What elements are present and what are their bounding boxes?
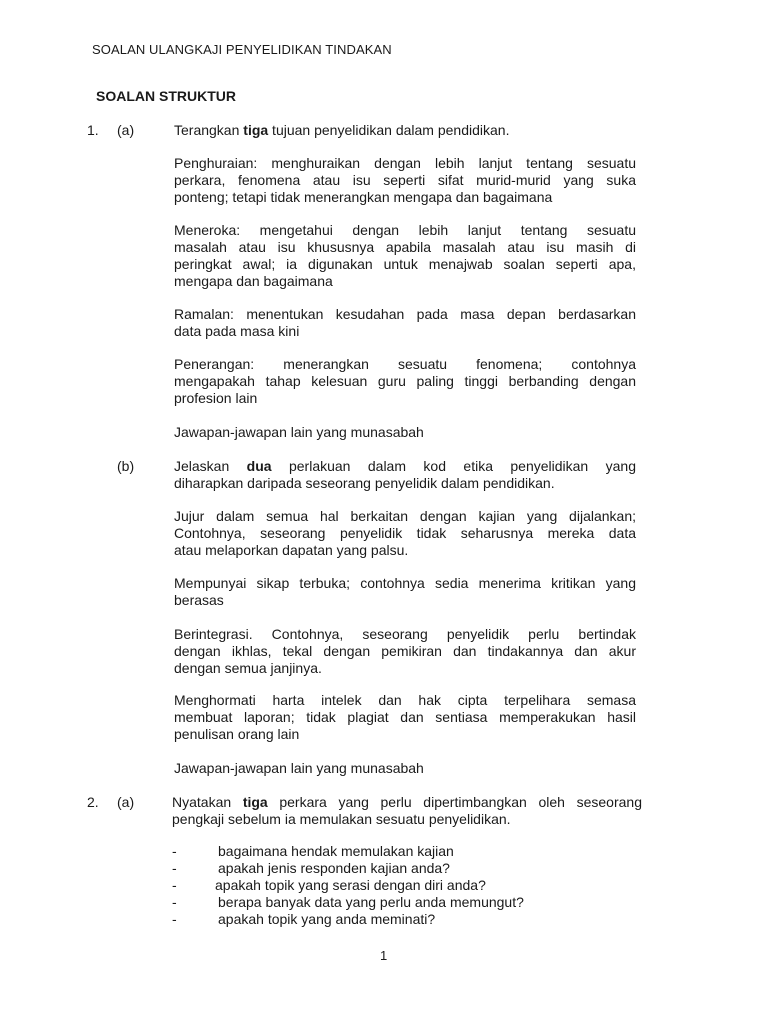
answer-line: Menghormati harta intelek dan hak cipta terpelihara semasa bbox=[174, 692, 636, 708]
answer-line: atau melaporkan dapatan yang palsu. bbox=[174, 542, 409, 558]
answer-line: dengan ikhlas, tekal dengan pemikiran dan tindakannya dan akur bbox=[174, 643, 636, 659]
answer-line: profesion lain bbox=[174, 390, 258, 406]
answer-paragraph bbox=[174, 760, 636, 777]
prompt-line bbox=[174, 458, 636, 475]
document-header: SOALAN ULANGKAJI PENYELIDIKAN TINDAKAN bbox=[92, 42, 392, 57]
prompt-text: perkara yang perlu dipertimbangkan oleh seseorang bbox=[267, 794, 642, 810]
answer-paragraph bbox=[174, 626, 636, 677]
answer-line: dengan semua janjinya. bbox=[174, 660, 322, 676]
answer-line: Jawapan-jawapan lain yang munasabah bbox=[174, 760, 424, 776]
answer-line: Contohnya, seseorang penyelidik tidak seharusnya mereka data bbox=[174, 525, 636, 541]
answer-line: Penerangan: menerangkan sesuatu fenomena; contohnya bbox=[174, 356, 636, 372]
answer-line: Berintegrasi. Contohnya, seseorang penyelidik perlu bertindak bbox=[174, 626, 636, 642]
question-2a-label: (a) bbox=[117, 794, 135, 810]
prompt-bold-word: dua bbox=[246, 458, 272, 474]
prompt-text: perlakuan dalam kod etika penyelidikan yang bbox=[271, 458, 636, 474]
answer-paragraph bbox=[174, 356, 636, 407]
question-1a-prompt bbox=[174, 122, 636, 139]
list-item-text: bagaimana hendak memulakan kajian bbox=[218, 843, 454, 859]
list-item-text: apakah jenis responden kajian anda? bbox=[218, 860, 450, 876]
answer-line: Meneroka: mengetahui dengan lebih lanjut tentang sesuatu bbox=[174, 222, 636, 238]
prompt-line bbox=[172, 794, 642, 811]
list-item-text: berapa banyak data yang perlu anda memungut? bbox=[218, 894, 524, 910]
answer-line: perkara, fenomena atau isu seperti sifat murid-murid yang suka bbox=[174, 172, 636, 188]
list-item-text: apakah topik yang anda meminati? bbox=[218, 911, 436, 927]
answer-line: penulisan orang lain bbox=[174, 726, 300, 742]
bullet-dash: - bbox=[172, 894, 177, 910]
answer-line: peringkat awal; ia digunakan untuk menajwab soalan seperti apa, bbox=[174, 256, 636, 272]
answer-line: ponteng; tetapi tidak menerangkan mengapa dan bagaimana bbox=[174, 189, 553, 205]
answer-paragraph bbox=[174, 508, 636, 559]
answer-line: berasas bbox=[174, 592, 224, 608]
bullet-dash: - bbox=[172, 877, 177, 893]
question-1b-prompt bbox=[174, 458, 636, 492]
list-item-text: apakah topik yang serasi dengan diri anda? bbox=[215, 877, 486, 893]
prompt-bold-word: tiga bbox=[243, 122, 269, 138]
question-1b-label: (b) bbox=[117, 458, 135, 474]
answer-paragraph bbox=[174, 692, 636, 743]
bullet-dash: - bbox=[172, 843, 177, 859]
answer-paragraph bbox=[174, 222, 636, 290]
question-1-number: 1. bbox=[87, 122, 99, 138]
question-2a-prompt bbox=[172, 794, 642, 828]
bullet-dash: - bbox=[172, 860, 177, 876]
answer-paragraph bbox=[174, 575, 636, 609]
prompt-text: Terangkan bbox=[174, 122, 244, 138]
bullet-dash: - bbox=[172, 911, 177, 927]
answer-line: mengapakah tahap kelesuan guru paling tinggi berbanding dengan bbox=[174, 373, 636, 389]
answer-line: Ramalan: menentukan kesudahan pada masa depan berdasarkan bbox=[174, 306, 636, 322]
answer-line: Penghuraian: menghuraikan dengan lebih lanjut tentang sesuatu bbox=[174, 155, 636, 171]
page-number: 1 bbox=[380, 948, 388, 963]
answer-line: Jujur dalam semua hal berkaitan dengan kajian yang dijalankan; bbox=[174, 508, 636, 524]
question-1a-label: (a) bbox=[117, 122, 135, 138]
prompt-text: tujuan penyelidikan dalam pendidikan. bbox=[268, 122, 510, 138]
prompt-text: Jelaskan bbox=[174, 458, 247, 474]
answer-paragraph bbox=[174, 306, 636, 340]
answer-line: masalah atau isu khususnya apabila masalah atau isu masih di bbox=[174, 239, 636, 255]
prompt-line: pengkaji sebelum ia memulakan sesuatu penyelidikan. bbox=[172, 811, 511, 827]
answer-line: data pada masa kini bbox=[174, 323, 300, 339]
question-2-number: 2. bbox=[87, 794, 99, 810]
answer-line: Mempunyai sikap terbuka; contohnya sedia menerima kritikan yang bbox=[174, 575, 636, 591]
answer-paragraph bbox=[174, 155, 636, 206]
answer-line: mengapa dan bagaimana bbox=[174, 273, 333, 289]
prompt-line: diharapkan daripada seseorang penyelidik dalam pendidikan. bbox=[174, 475, 555, 491]
section-title: SOALAN STRUKTUR bbox=[96, 88, 236, 104]
answer-paragraph bbox=[174, 424, 636, 441]
prompt-bold-word: tiga bbox=[242, 794, 268, 810]
prompt-text: Nyatakan bbox=[172, 794, 243, 810]
answer-line: membuat laporan; tidak plagiat dan sentiasa memperakukan hasil bbox=[174, 709, 636, 725]
answer-line: Jawapan-jawapan lain yang munasabah bbox=[174, 424, 424, 440]
